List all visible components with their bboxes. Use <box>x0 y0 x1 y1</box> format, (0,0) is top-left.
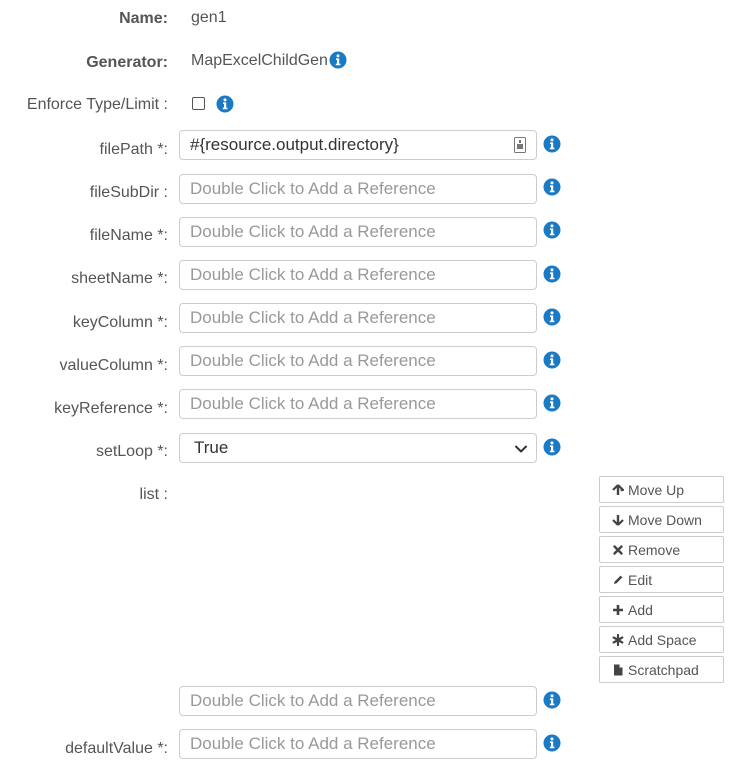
pencil-icon <box>612 574 624 586</box>
add-button[interactable] <box>599 596 724 623</box>
filesubdir-label: fileSubDir : <box>89 184 168 201</box>
remove-button[interactable] <box>599 536 724 563</box>
defaultvalue-input[interactable] <box>179 729 537 759</box>
scratchpad-button[interactable] <box>599 656 724 683</box>
add-space-button[interactable] <box>599 626 724 653</box>
edit-label: Edit <box>628 571 653 588</box>
filename-input[interactable] <box>179 217 537 247</box>
list-label: list : <box>139 486 168 503</box>
keycolumn-input[interactable] <box>179 303 537 333</box>
valuecolumn-label: valueColumn *: <box>59 357 168 374</box>
move-up-button[interactable] <box>599 476 724 503</box>
list-input[interactable] <box>179 686 537 716</box>
name-label: Name: <box>119 10 168 27</box>
arrow-down-icon <box>612 514 624 526</box>
document-icon[interactable] <box>514 137 526 153</box>
enforce-info-icon[interactable] <box>216 95 234 113</box>
filesubdir-info-icon[interactable] <box>543 178 561 196</box>
keyreference-input[interactable] <box>179 389 537 419</box>
sheetname-label: sheetName *: <box>71 270 168 287</box>
defaultvalue-label: defaultValue *: <box>65 740 168 757</box>
asterisk-icon <box>612 634 624 646</box>
arrow-up-icon <box>612 484 624 496</box>
filepath-input[interactable] <box>179 130 537 160</box>
filepath-value: #{resource.output.directory} <box>190 135 399 154</box>
valuecolumn-info-icon[interactable] <box>543 351 561 369</box>
filename-label: fileName *: <box>89 227 168 244</box>
close-icon <box>612 544 624 556</box>
filepath-label: filePath *: <box>99 141 168 158</box>
setloop-selected-value: True <box>194 438 229 457</box>
setloop-select[interactable] <box>179 433 537 463</box>
setloop-info-icon[interactable] <box>543 438 561 456</box>
valuecolumn-input[interactable] <box>179 346 537 376</box>
remove-label: Remove <box>628 541 681 558</box>
setloop-label: setLoop *: <box>95 443 168 460</box>
enforce-label: Enforce Type/Limit : <box>26 96 168 113</box>
plus-icon <box>612 604 624 616</box>
move-up-label: Move Up <box>628 481 685 498</box>
enforce-checkbox[interactable] <box>192 97 205 110</box>
keyreference-info-icon[interactable] <box>543 394 561 412</box>
filesubdir-input[interactable] <box>179 174 537 204</box>
move-down-button[interactable] <box>599 506 724 533</box>
add-label: Add <box>628 601 653 618</box>
filename-info-icon[interactable] <box>543 221 561 239</box>
defaultvalue-info-icon[interactable] <box>543 734 561 752</box>
keyreference-label: keyReference *: <box>54 400 168 417</box>
sheetname-info-icon[interactable] <box>543 265 561 283</box>
file-icon <box>612 664 624 676</box>
filepath-info-icon[interactable] <box>543 135 561 153</box>
edit-button[interactable] <box>599 566 724 593</box>
generator-label: Generator: <box>86 54 168 71</box>
name-value: gen1 <box>191 9 227 26</box>
scratchpad-label: Scratchpad <box>628 661 699 678</box>
list-info-icon[interactable] <box>543 691 561 709</box>
chevron-down-icon <box>514 442 528 456</box>
move-down-label: Move Down <box>628 511 702 528</box>
sheetname-input[interactable] <box>179 260 537 290</box>
keycolumn-label: keyColumn *: <box>72 314 168 331</box>
generator-value: MapExcelChildGen <box>191 52 328 69</box>
generator-info-icon[interactable] <box>329 51 347 69</box>
keycolumn-info-icon[interactable] <box>543 308 561 326</box>
add-space-label: Add Space <box>628 631 697 648</box>
